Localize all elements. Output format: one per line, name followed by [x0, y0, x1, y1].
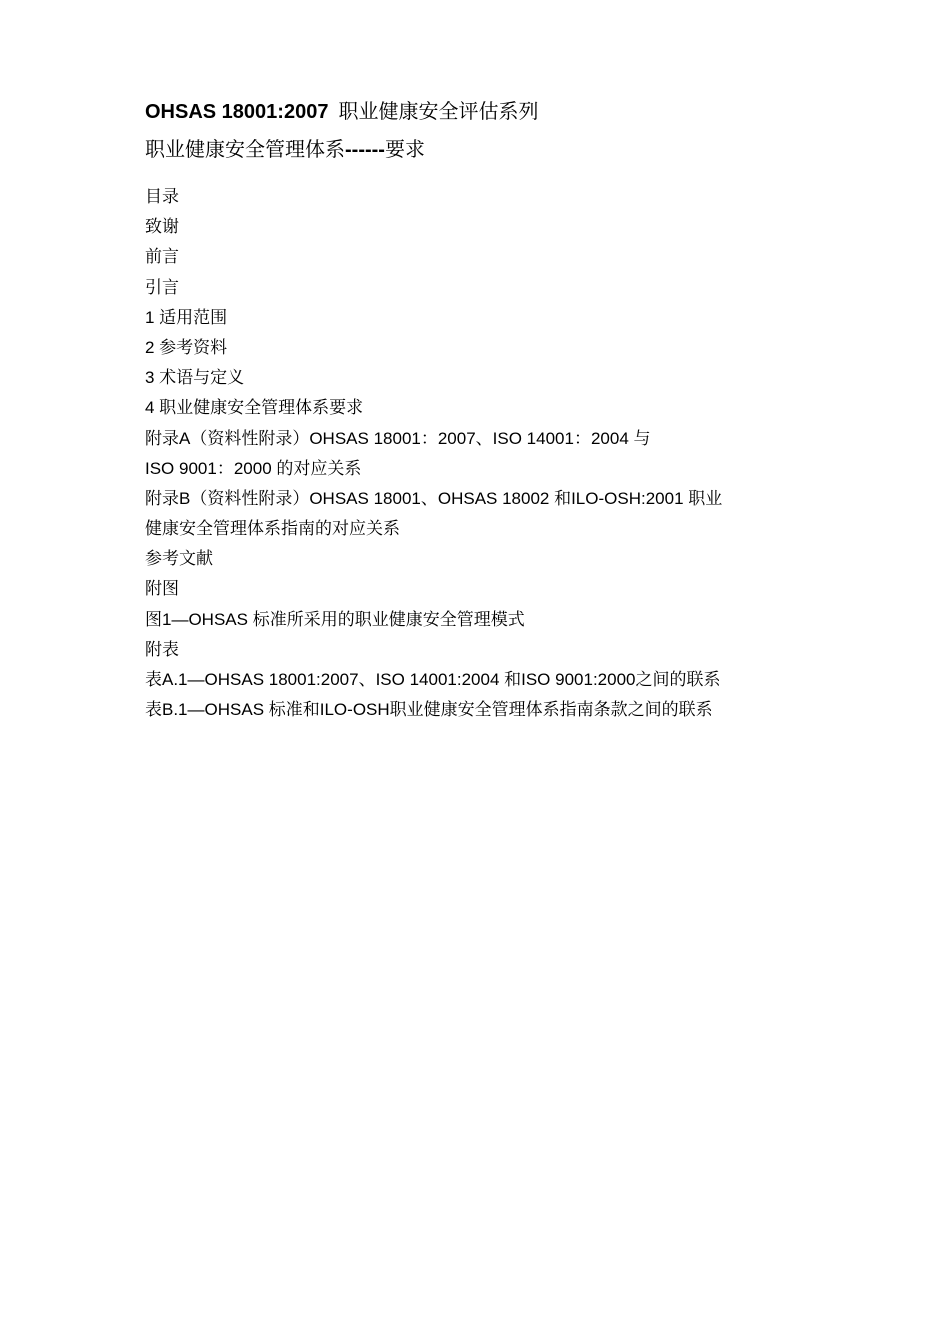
- toc-item: 附表: [145, 639, 179, 659]
- toc-item: 2 参考资料: [145, 337, 228, 357]
- table-of-contents: [145, 182, 825, 725]
- toc-item: 参考文献: [145, 549, 213, 569]
- toc-item: 3 术语与定义: [145, 368, 245, 388]
- toc-item: 表B.1—OHSAS 标准和ILO-OSH职业健康安全管理体系指南条款之间的联系: [145, 700, 713, 720]
- toc-item: 表A.1—OHSAS 18001:2007、ISO 14001:2004 和ISO 9001:2000之间的联系: [145, 670, 721, 689]
- toc-item: 附录B（资料性附录）OHSAS 18001、OHSAS 18002 和ILO-OSH:2001 职业: [145, 488, 723, 508]
- document-title-block: [145, 96, 825, 164]
- document-subtitle: [145, 134, 825, 164]
- toc-item: 致谢: [145, 217, 179, 237]
- toc-item: ISO 9001：2000 的对应关系: [145, 458, 362, 478]
- toc-item: 附图: [145, 579, 179, 599]
- toc-item: 附录A（资料性附录）OHSAS 18001：2007、ISO 14001：2004 与: [145, 428, 651, 448]
- toc-item: 引言: [145, 277, 179, 297]
- subtitle-dashes: ------: [345, 139, 385, 161]
- series-name: 职业健康安全评估系列: [338, 99, 539, 123]
- toc-item: 1 适用范围: [145, 307, 228, 327]
- toc-item: 目录: [145, 187, 179, 206]
- standard-code: OHSAS 18001:2007: [145, 101, 329, 123]
- subtitle-main: 职业健康安全管理体系: [145, 137, 345, 161]
- toc-item: 4 职业健康安全管理体系要求: [145, 398, 364, 418]
- subtitle-end: 要求: [384, 137, 425, 161]
- document-title: [145, 96, 825, 126]
- toc-item: 前言: [145, 247, 179, 267]
- toc-item: 图1—OHSAS 标准所采用的职业健康安全管理模式: [145, 609, 525, 629]
- toc-item: 健康安全管理体系指南的对应关系: [145, 519, 400, 539]
